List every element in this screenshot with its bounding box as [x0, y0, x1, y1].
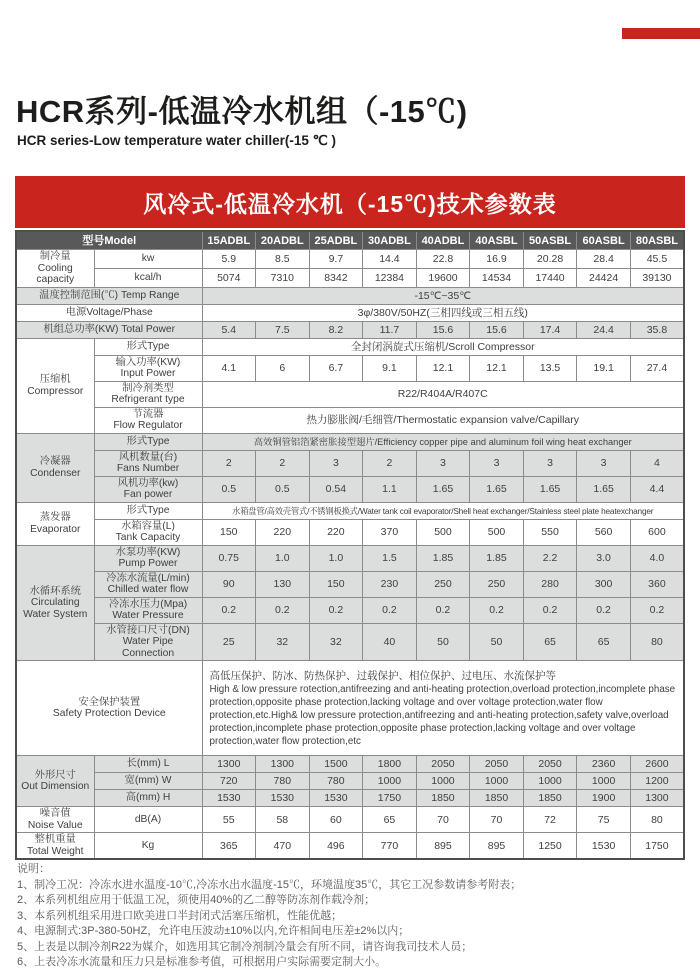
spec-row — [16, 502, 684, 519]
value-cell: 0.5 — [256, 476, 310, 502]
spec-row — [16, 355, 684, 381]
param-label-cell — [94, 571, 202, 597]
param-label-zh: 风机功率(kw) — [117, 477, 179, 489]
group-label-zh: 外形尺寸 — [34, 769, 76, 781]
value-cell: 15.6 — [470, 321, 524, 338]
param-label-cell — [94, 790, 202, 807]
value-cell: 895 — [470, 833, 524, 860]
param-label-zh: Kg — [141, 839, 155, 851]
value-cell: 4.0 — [630, 545, 684, 571]
value-cell: 780 — [309, 773, 363, 790]
value-cell: 1850 — [470, 790, 524, 807]
group-label-en: Cooling capacity — [36, 262, 75, 285]
value-cell: 5074 — [202, 268, 256, 287]
value-cell: 1.65 — [470, 476, 524, 502]
value-cell: 1530 — [256, 790, 310, 807]
value-cell: 3 — [416, 450, 470, 476]
param-label-cell — [94, 807, 202, 833]
note-item: 3、本系列机组采用进口欧美进口半封闭式活塞压缩机，性能优越； — [17, 909, 343, 922]
param-label-cell — [94, 756, 202, 773]
spec-row — [16, 807, 684, 833]
row-label-cell — [16, 287, 202, 304]
param-label-en: Chilled water flow — [107, 584, 189, 595]
safety-text-zh: 高低压保护、防冰、防热保护、过载保护、相位保护、过电压、水流保护等 — [209, 669, 556, 682]
value-cell: 230 — [363, 571, 417, 597]
model-column-header: 15ADBL — [202, 231, 256, 250]
param-label-cell — [94, 250, 202, 269]
page-subtitle: HCR series-Low temperature water chiller(-15 ℃ ) — [17, 133, 337, 148]
value-cell: 3 — [470, 450, 524, 476]
value-cell: 3 — [523, 450, 577, 476]
value-cell: 1000 — [363, 773, 417, 790]
value-cell: 12384 — [363, 268, 417, 287]
param-label-en: Water Pipe Connection — [121, 636, 175, 659]
row-label-zh: 电源Voltage/Phase — [65, 306, 153, 318]
value-cell: 600 — [630, 519, 684, 545]
value-cell: 39130 — [630, 268, 684, 287]
model-column-header: 30ADBL — [363, 231, 417, 250]
value-cell: 7.5 — [256, 321, 310, 338]
value-cell: 1.65 — [577, 476, 631, 502]
note-item: 5、上表是以制冷剂R22为媒介，如选用其它制冷剂制冷量会有所不同，请咨询我司技术人员； — [17, 940, 473, 953]
value-cell: 55 — [202, 807, 256, 833]
param-label-en: Water Pressure — [112, 610, 184, 621]
spec-row — [16, 407, 684, 433]
value-cell: 80 — [630, 623, 684, 661]
value-cell: 17.4 — [523, 321, 577, 338]
group-label-zh: 制冷量 — [39, 251, 71, 262]
param-label-cell — [94, 450, 202, 476]
value-cell: 130 — [256, 571, 310, 597]
value-cell: 0.2 — [523, 597, 577, 623]
param-label-cell — [94, 338, 202, 355]
param-label-zh: kcal/h — [134, 271, 162, 283]
value-cell: 1000 — [470, 773, 524, 790]
span-value-cell: 高效铜管铝箔紧密胀接型翅片/Efficiency copper pipe and aluminum foil wing heat exchanger — [202, 433, 684, 450]
span-value-cell: 3φ/380V/50HZ(三相四线或三相五线) — [202, 304, 684, 321]
value-cell: 2050 — [470, 756, 524, 773]
value-cell: 2 — [202, 450, 256, 476]
value-cell: 9.1 — [363, 355, 417, 381]
span-value-cell: 热力膨胀阀/毛细管/Thermostatic expansion valve/Capillary — [202, 407, 684, 433]
param-label-cell — [94, 268, 202, 287]
note-item: 2、本系列机组应用于低温工况，须使用40%的乙二醇等防冻剂作载冷剂； — [17, 894, 376, 906]
row-label-zh: 安全保护装置 — [78, 696, 141, 708]
value-cell: 1000 — [577, 773, 631, 790]
value-cell: 72 — [523, 807, 577, 833]
group-label-cell — [16, 433, 94, 502]
value-cell: 2 — [256, 450, 310, 476]
note-item: 1、制冷工况：冷冻水进水温度-10℃,冷冻水出水温度-15℃，环境温度35℃，其它工况参数请参考附表； — [17, 878, 522, 891]
value-cell: 1750 — [363, 790, 417, 807]
value-cell: 35.8 — [630, 321, 684, 338]
value-cell: 1530 — [577, 833, 631, 860]
row-label-zh: 温度控制范围(℃) Temp Range — [39, 289, 180, 301]
value-cell: 75 — [577, 807, 631, 833]
value-cell: 280 — [523, 571, 577, 597]
spec-row — [16, 381, 684, 407]
param-label-zh: 水泵功率(KW) — [115, 546, 181, 558]
group-label-cell — [16, 502, 94, 545]
value-cell: 14534 — [470, 268, 524, 287]
value-cell: 560 — [577, 519, 631, 545]
param-label-zh: 冷冻水流量(L/min) — [106, 572, 190, 584]
value-cell: 15.6 — [416, 321, 470, 338]
value-cell: 4 — [630, 450, 684, 476]
model-column-header: 50ASBL — [523, 231, 577, 250]
group-label-en: Noise Value — [27, 819, 83, 831]
value-cell: 16.9 — [470, 250, 524, 269]
value-cell: 3 — [577, 450, 631, 476]
param-label-cell — [94, 597, 202, 623]
row-label-cell — [16, 321, 202, 338]
value-cell: 32 — [256, 623, 310, 661]
value-cell: 6 — [256, 355, 310, 381]
value-cell: 0.2 — [577, 597, 631, 623]
value-cell: 70 — [470, 807, 524, 833]
spec-row — [16, 338, 684, 355]
model-column-header: 60ASBL — [577, 231, 631, 250]
param-label-cell — [94, 476, 202, 502]
value-cell: 1.0 — [309, 545, 363, 571]
value-cell: 0.2 — [416, 597, 470, 623]
spec-row — [16, 790, 684, 807]
value-cell: 500 — [470, 519, 524, 545]
value-cell: 65 — [577, 623, 631, 661]
value-cell: 1250 — [523, 833, 577, 860]
param-label-cell — [94, 502, 202, 519]
value-cell: 370 — [363, 519, 417, 545]
row-label-cell — [16, 304, 202, 321]
notes-title: 说明： — [17, 863, 50, 875]
value-cell: 4.4 — [630, 476, 684, 502]
value-cell: 14.4 — [363, 250, 417, 269]
page-title: HCR系列-低温冷水机组（-15℃) — [16, 94, 468, 129]
row-label-cell — [16, 661, 202, 756]
value-cell: 11.7 — [363, 321, 417, 338]
group-label-zh: 整机重量 — [34, 834, 76, 845]
value-cell: 2050 — [523, 756, 577, 773]
param-label-zh: 制冷剂类型 — [122, 382, 174, 394]
spec-row — [16, 250, 684, 269]
param-label-zh: 水管接口尺寸(DN) — [106, 624, 190, 636]
model-column-header: 40ASBL — [470, 231, 524, 250]
group-label-zh: 水循环系统 — [29, 585, 81, 597]
value-cell: 17440 — [523, 268, 577, 287]
param-label-cell — [94, 407, 202, 433]
value-cell: 19600 — [416, 268, 470, 287]
group-label-zh: 蒸发器 — [39, 512, 71, 523]
value-cell: 720 — [202, 773, 256, 790]
value-cell: 9.7 — [309, 250, 363, 269]
value-cell: 300 — [577, 571, 631, 597]
value-cell: 6.7 — [309, 355, 363, 381]
value-cell: 365 — [202, 833, 256, 860]
value-cell: 50 — [416, 623, 470, 661]
value-cell: 360 — [630, 571, 684, 597]
value-cell: 8342 — [309, 268, 363, 287]
row-label-zh: 机组总功率(KW) Total Power — [43, 323, 176, 335]
param-label-cell — [94, 773, 202, 790]
value-cell: 1530 — [202, 790, 256, 807]
section-banner-title: 风冷式-低温冷水机（-15℃)技术参数表 — [143, 190, 557, 217]
param-label-en: Pump Power — [118, 558, 178, 569]
group-label-en: Evaporator — [30, 523, 81, 535]
value-cell: 20.28 — [523, 250, 577, 269]
safety-text-cell — [202, 661, 684, 756]
spec-row — [16, 304, 684, 321]
value-cell: 2 — [363, 450, 417, 476]
value-cell: 2360 — [577, 756, 631, 773]
value-cell: 65 — [523, 623, 577, 661]
value-cell: 24424 — [577, 268, 631, 287]
group-label-cell — [16, 756, 94, 807]
param-label-en: Tank Capacity — [115, 532, 181, 543]
value-cell: 0.5 — [202, 476, 256, 502]
value-cell: 1300 — [256, 756, 310, 773]
param-label-cell — [94, 833, 202, 860]
value-cell: 895 — [416, 833, 470, 860]
spec-table — [15, 230, 685, 860]
model-column-header: 25ADBL — [309, 231, 363, 250]
group-label-zh: 冷凝器 — [39, 456, 71, 467]
param-label-zh: kw — [141, 253, 155, 265]
value-cell: 2.2 — [523, 545, 577, 571]
model-header-row — [16, 231, 684, 250]
value-cell: 0.2 — [630, 597, 684, 623]
value-cell: 3 — [309, 450, 363, 476]
value-cell: 1.1 — [363, 476, 417, 502]
spec-row — [16, 450, 684, 476]
value-cell: 1.65 — [523, 476, 577, 502]
value-cell: 1530 — [309, 790, 363, 807]
value-cell: 470 — [256, 833, 310, 860]
param-label-en: Flow Regulator — [113, 420, 183, 431]
spec-row — [16, 623, 684, 661]
group-label-en: Compressor — [27, 385, 84, 397]
span-value-cell: R22/R404A/R407C — [202, 381, 684, 407]
value-cell: 0.54 — [309, 476, 363, 502]
group-label-en: Total Weight — [27, 845, 84, 857]
value-cell: 500 — [416, 519, 470, 545]
spec-row — [16, 321, 684, 338]
value-cell: 40 — [363, 623, 417, 661]
span-value-cell: 全封闭涡旋式压缩机/Scroll Compressor — [202, 338, 684, 355]
param-label-en: Input Power — [120, 368, 176, 379]
value-cell: 150 — [309, 571, 363, 597]
param-label-en: Refrigerant type — [111, 394, 185, 405]
spec-row — [16, 571, 684, 597]
safety-text-en: High & low pressure rotection,antifreezing and anti-heating protection,overload protection,incomplete phase protection,opposite phase protection,lacking voltage and over voltage protection,water flow protection,etc.High& low pressure protection,antifreezing and anti-heating protection,safety valve,overload protection,incomplete phase protection,opposite phase protection,lacking voltage and over voltage protection,water flow protection,etc — [209, 683, 676, 747]
row-label-en: Safety Protection Device — [52, 708, 166, 719]
param-label-zh: 输入功率(KW) — [115, 356, 181, 368]
param-label-zh: 水箱容量(L) — [121, 520, 175, 532]
group-label-cell — [16, 338, 94, 433]
value-cell: 19.1 — [577, 355, 631, 381]
value-cell: 496 — [309, 833, 363, 860]
group-label-cell — [16, 833, 94, 860]
value-cell: 2050 — [416, 756, 470, 773]
value-cell: 5.9 — [202, 250, 256, 269]
param-label-zh: 高(mm) H — [125, 792, 171, 804]
value-cell: 80 — [630, 807, 684, 833]
spec-row — [16, 597, 684, 623]
spec-row — [16, 756, 684, 773]
value-cell: 1000 — [416, 773, 470, 790]
value-cell: 220 — [309, 519, 363, 545]
value-cell: 1500 — [309, 756, 363, 773]
value-cell: 1.85 — [470, 545, 524, 571]
param-label-zh: 宽(mm) W — [124, 775, 172, 787]
param-label-zh: 形式Type — [126, 340, 170, 352]
value-cell: 220 — [256, 519, 310, 545]
value-cell: 32 — [309, 623, 363, 661]
value-cell: 65 — [363, 807, 417, 833]
span-value-cell: 水箱盘管/高效壳管式/不锈钢板换式/Water tank coil evaporator/Shell heat exchanger/Stainless steel plate heatexchanger — [202, 502, 684, 519]
param-label-cell — [94, 545, 202, 571]
value-cell: 22.8 — [416, 250, 470, 269]
value-cell: 27.4 — [630, 355, 684, 381]
value-cell: 0.2 — [363, 597, 417, 623]
value-cell: 13.5 — [523, 355, 577, 381]
value-cell: 780 — [256, 773, 310, 790]
value-cell: 1850 — [416, 790, 470, 807]
spec-row — [16, 519, 684, 545]
value-cell: 58 — [256, 807, 310, 833]
value-cell: 45.5 — [630, 250, 684, 269]
group-label-en: Condenser — [30, 467, 81, 479]
param-label-zh: 冷冻水压力(Mpa) — [108, 598, 188, 610]
param-label-cell — [94, 355, 202, 381]
value-cell: 25 — [202, 623, 256, 661]
param-label-en: Fan power — [123, 489, 173, 500]
group-label-cell — [16, 545, 94, 661]
value-cell: 12.1 — [416, 355, 470, 381]
value-cell: 28.4 — [577, 250, 631, 269]
group-label-cell — [16, 250, 94, 288]
param-label-zh: 节流器 — [132, 408, 164, 420]
value-cell: 2600 — [630, 756, 684, 773]
spec-row — [16, 661, 684, 756]
value-cell: 250 — [416, 571, 470, 597]
value-cell: 1300 — [202, 756, 256, 773]
value-cell: 90 — [202, 571, 256, 597]
value-cell: 1900 — [577, 790, 631, 807]
group-label-zh: 压缩机 — [39, 374, 71, 385]
model-column-header: 40ADBL — [416, 231, 470, 250]
note-item: 6、上表冷冻水流量和压力只是标准参考值，可根据用户实际需要定制大小。 — [17, 956, 387, 968]
notes-section — [17, 862, 683, 971]
value-cell: 1.0 — [256, 545, 310, 571]
value-cell: 70 — [416, 807, 470, 833]
model-column-header: 80ASBL — [630, 231, 684, 250]
value-cell: 8.2 — [309, 321, 363, 338]
value-cell: 0.2 — [309, 597, 363, 623]
value-cell: 1300 — [630, 790, 684, 807]
param-label-zh: 形式Type — [126, 435, 170, 447]
section-banner — [15, 176, 685, 228]
spec-row — [16, 833, 684, 860]
value-cell: 0.2 — [202, 597, 256, 623]
value-cell: 60 — [309, 807, 363, 833]
spec-row — [16, 545, 684, 571]
value-cell: 1.5 — [363, 545, 417, 571]
value-cell: 1000 — [523, 773, 577, 790]
group-label-en: Out Dimension — [21, 781, 90, 792]
param-label-zh: 长(mm) L — [126, 758, 170, 770]
value-cell: 5.4 — [202, 321, 256, 338]
spec-row — [16, 476, 684, 502]
param-label-en: Fans Number — [116, 463, 180, 474]
value-cell: 1.85 — [416, 545, 470, 571]
value-cell: 0.2 — [256, 597, 310, 623]
value-cell: 1200 — [630, 773, 684, 790]
value-cell: 770 — [363, 833, 417, 860]
value-cell: 150 — [202, 519, 256, 545]
group-label-cell — [16, 807, 94, 833]
model-header-cell: 型号Model — [16, 231, 202, 250]
value-cell: 0.2 — [470, 597, 524, 623]
param-label-cell — [94, 381, 202, 407]
group-label-zh: 噪音值 — [39, 808, 71, 819]
param-label-cell — [94, 623, 202, 661]
param-label-zh: 风机数量(台) — [118, 451, 178, 463]
top-accent-bar — [622, 28, 700, 39]
value-cell: 0.75 — [202, 545, 256, 571]
group-label-en: Circulating Water System — [23, 597, 88, 620]
value-cell: 1750 — [630, 833, 684, 860]
note-item: 4、电源制式:3P-380-50HZ，允许电压波动±10%以内,允许相间电压差±2%以内； — [17, 925, 410, 937]
value-cell: 24.4 — [577, 321, 631, 338]
value-cell: 1800 — [363, 756, 417, 773]
param-label-zh: 形式Type — [126, 504, 170, 516]
span-value-cell: -15℃~35℃ — [202, 287, 684, 304]
value-cell: 50 — [470, 623, 524, 661]
value-cell: 250 — [470, 571, 524, 597]
model-column-header: 20ADBL — [256, 231, 310, 250]
value-cell: 1.65 — [416, 476, 470, 502]
value-cell: 4.1 — [202, 355, 256, 381]
value-cell: 7310 — [256, 268, 310, 287]
spec-row — [16, 268, 684, 287]
spec-row — [16, 287, 684, 304]
value-cell: 3.0 — [577, 545, 631, 571]
value-cell: 550 — [523, 519, 577, 545]
value-cell: 12.1 — [470, 355, 524, 381]
param-label-cell — [94, 519, 202, 545]
param-label-cell — [94, 433, 202, 450]
value-cell: 1850 — [523, 790, 577, 807]
spec-row — [16, 433, 684, 450]
param-label-zh: dB(A) — [134, 813, 162, 825]
spec-row — [16, 773, 684, 790]
value-cell: 8.5 — [256, 250, 310, 269]
